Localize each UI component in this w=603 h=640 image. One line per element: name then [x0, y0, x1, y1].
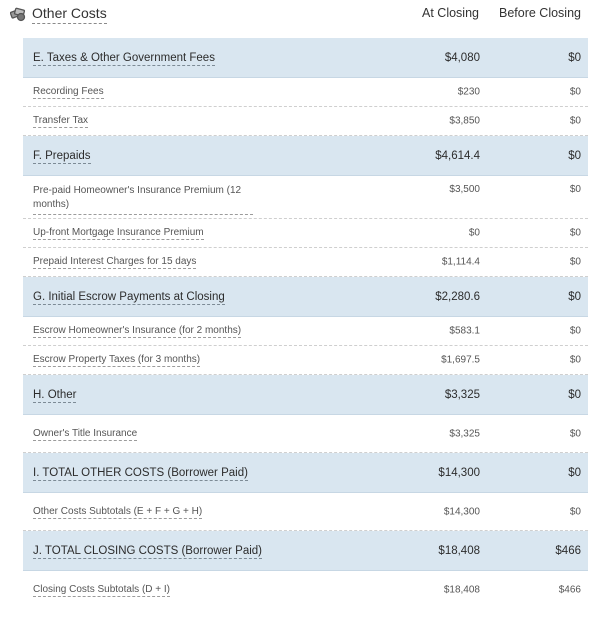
line-item-label[interactable] [33, 226, 253, 240]
at-closing-value: $1,114.4 [441, 256, 480, 268]
before-closing-value: $0 [569, 325, 581, 337]
line-item-label[interactable] [33, 427, 253, 441]
at-closing-value: $4,080 [444, 51, 480, 64]
before-closing-value: $0 [568, 290, 581, 303]
column-header-before-closing: Before Closing [499, 6, 581, 20]
line-item-row [23, 176, 588, 219]
before-closing-value: $0 [568, 149, 581, 162]
before-closing-value: $0 [568, 388, 581, 401]
line-item-row [23, 219, 588, 248]
label-text: E. Taxes & Other Government Fees [33, 51, 215, 64]
section-label[interactable] [33, 291, 225, 303]
label-text: Up-front Mortgage Insurance Premium [33, 227, 204, 238]
at-closing-value: $2,280.6 [435, 290, 480, 303]
section-label[interactable] [33, 467, 248, 479]
section-row [23, 38, 588, 78]
at-closing-value: $3,500 [449, 184, 480, 195]
at-closing-value: $18,408 [438, 544, 480, 557]
label-text: Other Costs Subtotals (E + F + G + H) [33, 505, 203, 517]
at-closing-value: $18,408 [443, 584, 480, 596]
before-closing-value: $0 [569, 86, 581, 98]
line-item-label[interactable] [33, 184, 253, 215]
label-text: H. Other [33, 388, 77, 401]
line-item-row [23, 248, 588, 277]
line-item-row [23, 78, 588, 107]
before-closing-value: $466 [558, 584, 581, 596]
at-closing-value: $3,850 [449, 115, 480, 127]
section-row [23, 277, 588, 317]
section-row [23, 136, 588, 176]
at-closing-value: $1,697.5 [441, 354, 480, 366]
at-closing-value: $0 [468, 227, 480, 239]
label-text: I. TOTAL OTHER COSTS (Borrower Paid) [33, 466, 248, 479]
before-closing-value: $0 [569, 184, 581, 195]
section-title: Other Costs [32, 5, 107, 24]
other-costs-table [23, 38, 588, 609]
line-item-label[interactable] [33, 114, 253, 128]
other-costs-header [0, 0, 603, 30]
label-text: Pre-paid Homeowner's Insurance Premium (12 months) [33, 185, 242, 210]
line-item-label[interactable] [33, 505, 253, 519]
before-closing-value: $0 [569, 256, 581, 268]
before-closing-value: $0 [569, 115, 581, 127]
line-item-label[interactable] [33, 583, 253, 597]
bank-note-stack-icon [10, 5, 28, 23]
at-closing-value: $3,325 [444, 388, 480, 401]
at-closing-value: $14,300 [438, 466, 480, 479]
at-closing-value: $230 [457, 86, 480, 98]
label-text: Prepaid Interest Charges for 15 days [33, 256, 197, 267]
section-row [23, 531, 588, 571]
section-label[interactable] [33, 150, 91, 162]
line-item-label[interactable] [33, 324, 253, 338]
column-header-at-closing: At Closing [422, 6, 479, 20]
before-closing-value: $0 [569, 428, 581, 439]
before-closing-value: $0 [568, 51, 581, 64]
label-text: Closing Costs Subtotals (D + I) [33, 584, 170, 595]
label-text: J. TOTAL CLOSING COSTS (Borrower Paid) [33, 544, 262, 557]
label-text: Owner's Title Insurance [33, 427, 138, 439]
label-text: G. Initial Escrow Payments at Closing [33, 290, 225, 303]
label-text: Escrow Property Taxes (for 3 months) [33, 354, 201, 365]
line-item-row [23, 493, 588, 531]
line-item-label[interactable] [33, 353, 253, 367]
section-row [23, 375, 588, 415]
line-item-row [23, 317, 588, 346]
at-closing-value: $583.1 [449, 325, 480, 337]
before-closing-value: $0 [568, 466, 581, 479]
line-item-row [23, 346, 588, 375]
line-item-row [23, 571, 588, 609]
section-label[interactable] [33, 545, 262, 557]
before-closing-value: $0 [569, 506, 581, 517]
label-text: Transfer Tax [33, 115, 89, 126]
line-item-row [23, 107, 588, 136]
label-text: F. Prepaids [33, 149, 91, 162]
section-label[interactable] [33, 389, 76, 401]
before-closing-value: $0 [569, 227, 581, 239]
before-closing-value: $466 [555, 544, 581, 557]
line-item-label[interactable] [33, 85, 253, 99]
line-item-label[interactable] [33, 255, 253, 269]
label-text: Escrow Homeowner's Insurance (for 2 months) [33, 325, 242, 336]
at-closing-value: $3,325 [449, 428, 480, 439]
at-closing-value: $14,300 [443, 506, 480, 517]
before-closing-value: $0 [569, 354, 581, 366]
line-item-row [23, 415, 588, 453]
label-text: Recording Fees [33, 86, 104, 97]
section-row [23, 453, 588, 493]
at-closing-value: $4,614.4 [435, 149, 480, 162]
section-label[interactable] [33, 52, 215, 64]
